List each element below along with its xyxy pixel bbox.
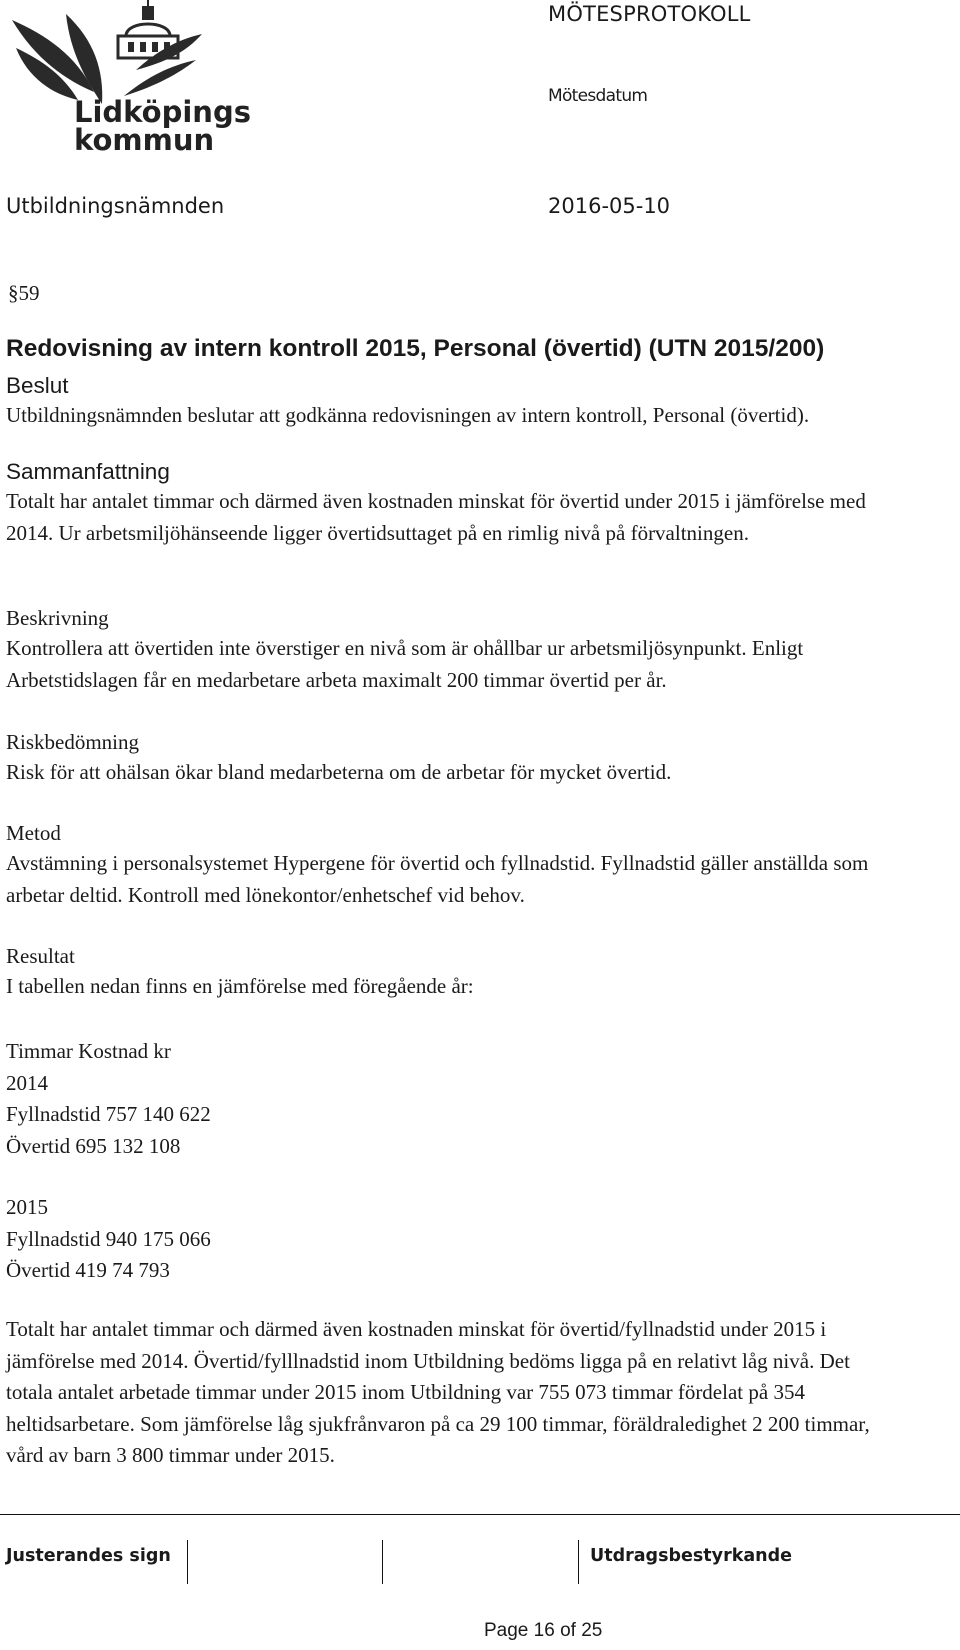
sammanfattning-line: Totalt har antalet timmar och därmed även kostnaden minskat för övertid under 2015 i jämförelse med <box>6 489 866 513</box>
metod-line: arbetar deltid. Kontroll med lönekontor/enhetschef vid behov. <box>6 882 525 907</box>
table-header: Timmar Kostnad kr <box>6 1039 171 1063</box>
comparison-table-2015 <box>6 1192 956 1287</box>
signature-box-divider <box>578 1540 579 1584</box>
beskrivning-heading: Beskrivning <box>6 606 109 630</box>
riskbedomning-text: Risk för att ohälsan ökar bland medarbeterna om de arbetar för mycket övertid. <box>6 760 672 784</box>
resultat-section <box>6 942 956 1003</box>
signature-divider-line <box>0 1514 960 1515</box>
beskrivning-section <box>6 604 956 696</box>
metod-line: Avstämning i personalsystemet Hypergene för övertid och fyllnadstid. Fyllnadstid gäller anställda som <box>6 851 869 875</box>
sammanfattning-line: 2014. Ur arbetsmiljöhänseende ligger övertidsuttaget på en rimlig nivå på förvaltningen. <box>6 520 749 545</box>
conclusion-paragraph <box>6 1314 956 1472</box>
beslut-heading: Beslut <box>6 373 69 398</box>
lidkoping-logo <box>6 0 251 160</box>
table-year-2014: 2014 <box>6 1070 48 1095</box>
metod-section <box>6 819 956 911</box>
paragraph-number: §59 <box>8 281 40 305</box>
resultat-heading: Resultat <box>6 944 75 968</box>
sammanfattning-heading: Sammanfattning <box>6 459 170 484</box>
utdragsbestyrkande-label: Utdragsbestyrkande <box>590 1546 793 1566</box>
metod-heading: Metod <box>6 821 61 845</box>
meeting-date: 2016-05-10 <box>548 194 671 218</box>
conclusion-line: vård av barn 3 800 timmar under 2015. <box>6 1443 335 1467</box>
meeting-date-label: Mötesdatum <box>548 86 648 106</box>
beskrivning-line: Arbetstidslagen får en medarbetare arbeta maximalt 200 timmar övertid per år. <box>6 667 667 692</box>
table-year-2015: 2015 <box>6 1195 48 1219</box>
conclusion-line: jämförelse med 2014. Övertid/fylllnadstid inom Utbildning bedöms ligga på en relativt låg nivå. Det <box>6 1348 850 1373</box>
logo-text-kommun: kommun <box>74 123 215 157</box>
table-row: Fyllnadstid 757 140 622 <box>6 1102 211 1126</box>
conclusion-line: Totalt har antalet timmar och därmed även kostnaden minskat för övertid/fyllnadstid under 2015 i <box>6 1317 827 1341</box>
riskbedomning-heading: Riskbedömning <box>6 730 140 754</box>
signature-box-divider <box>382 1540 383 1584</box>
organization-name: Utbildningsnämnden <box>6 194 225 218</box>
conclusion-line: totala antalet arbetade timmar under 2015 inom Utbildning var 755 073 timmar fördelat på 354 <box>6 1380 805 1404</box>
beslut-text: Utbildningsnämnden beslutar att godkänna redovisningen av intern kontroll, Personal (övertid). <box>6 403 810 427</box>
conclusion-line: heltidsarbetare. Som jämförelse låg sjukfrånvaron på ca 29 100 timmar, föräldraledighet 2 200 timmar, <box>6 1411 870 1436</box>
riskbedomning-section <box>6 728 956 789</box>
page-number: Page 16 of 25 <box>484 1620 603 1641</box>
beskrivning-line: Kontrollera att övertiden inte överstiger en nivå som är ohållbar ur arbetsmiljösynpunkt. Enligt <box>6 636 804 660</box>
comparison-table <box>6 1036 956 1162</box>
justerandes-sign-label: Justerandes sign <box>6 1546 171 1566</box>
resultat-intro: I tabellen nedan finns en jämförelse med föregående år: <box>6 974 474 998</box>
signature-box-divider <box>187 1540 188 1584</box>
beslut-section <box>6 372 956 432</box>
logo-text-lidkopings: Lidköpings <box>74 95 251 129</box>
table-row: Övertid 695 132 108 <box>6 1133 181 1158</box>
table-row: Fyllnadstid 940 175 066 <box>6 1226 211 1251</box>
case-title: Redovisning av intern kontroll 2015, Personal (övertid) (UTN 2015/200) <box>6 335 825 362</box>
table-row: Övertid 419 74 793 <box>6 1258 170 1282</box>
building-emblem-icon <box>12 0 202 104</box>
document-type-title: MÖTESPROTOKOLL <box>548 2 751 26</box>
sammanfattning-section <box>6 458 956 549</box>
